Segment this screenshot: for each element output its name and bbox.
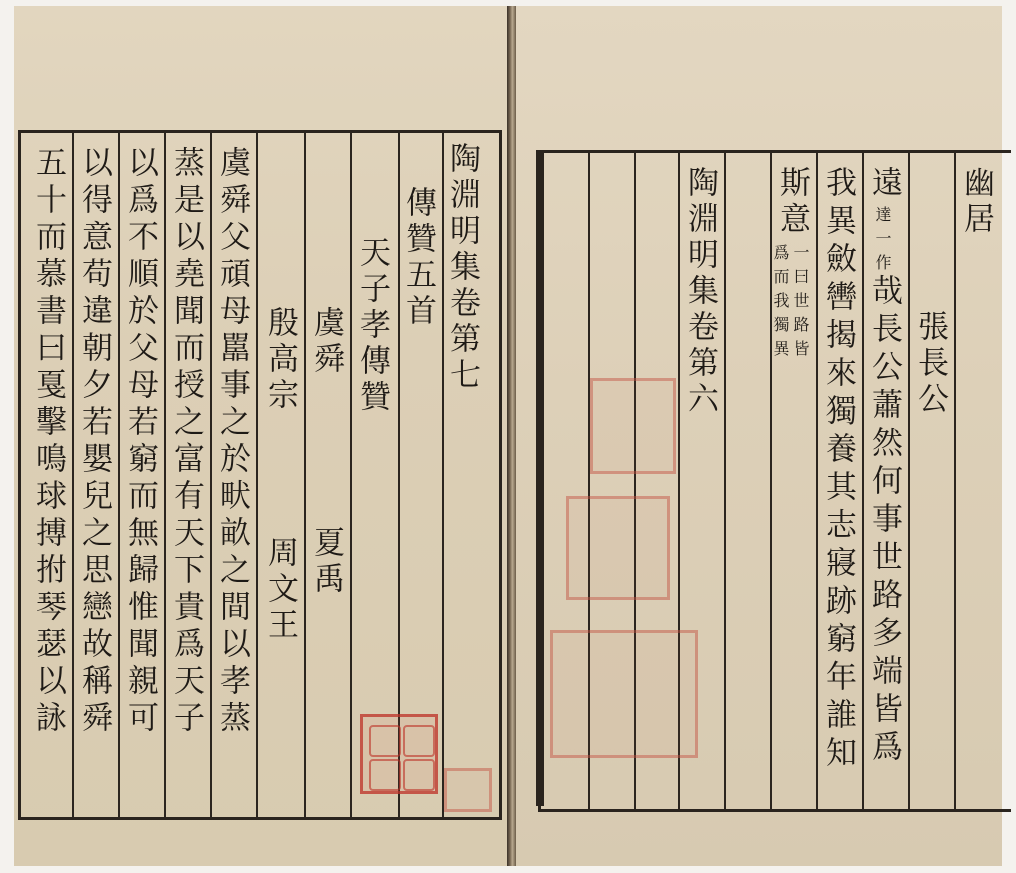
variant-note: 爲而我獨異 xyxy=(771,244,790,364)
column-rule xyxy=(816,153,818,809)
collector-seal xyxy=(550,630,698,758)
variant-note: 達一作 xyxy=(873,206,892,278)
book-gutter xyxy=(507,6,516,866)
column-rule xyxy=(118,133,120,817)
right-page xyxy=(516,6,1002,866)
entry-name: 周文王 xyxy=(262,536,298,644)
entry-name: 夏禹 xyxy=(308,526,344,598)
seal-glyph xyxy=(403,759,435,791)
page-edge-mark xyxy=(536,150,544,806)
column-rule xyxy=(908,153,910,809)
section-title: 傳贊五首 xyxy=(400,186,436,330)
column-rule xyxy=(304,133,306,817)
body-column: 五十而慕書曰戛擊鳴球搏拊琴瑟以詠 xyxy=(30,146,66,738)
column-rule xyxy=(256,133,258,817)
collector-seal xyxy=(360,714,438,794)
column-rule xyxy=(350,133,352,817)
poem-title: 幽居 xyxy=(958,166,994,238)
body-column: 蒸是以堯聞而授之富有天下貴爲天子 xyxy=(168,146,204,738)
collector-seal xyxy=(566,496,670,600)
seal-glyph xyxy=(403,725,435,757)
column-rule xyxy=(72,133,74,817)
collector-seal xyxy=(590,378,676,474)
volume-title: 陶淵明集卷第七 xyxy=(444,142,480,394)
body-column: 以爲不順於父母若窮而無歸惟聞親可 xyxy=(122,146,158,738)
column-rule xyxy=(210,133,212,817)
text-column: 我異斂轡揭來獨養其志寢跡窮年誰知 xyxy=(820,166,856,774)
entry-name: 殷高宗 xyxy=(262,306,298,414)
column-rule xyxy=(862,153,864,809)
text-column: 哉長公蕭然何事世路多端皆爲 xyxy=(866,274,902,768)
poem-subject: 張長公 xyxy=(912,310,948,418)
text-column-start: 遠 xyxy=(866,166,902,202)
collector-seal-small xyxy=(444,768,492,812)
text-column: 斯意 xyxy=(774,166,810,238)
column-rule xyxy=(724,153,726,809)
seal-glyph xyxy=(369,759,401,791)
entry-name: 虞舜 xyxy=(308,306,344,378)
body-column: 以得意苟違朝夕若嬰兒之思戀故稱舜 xyxy=(76,146,112,738)
column-rule xyxy=(954,153,956,809)
variant-note: 一曰世路皆 xyxy=(791,244,810,364)
left-page xyxy=(14,6,507,866)
column-rule xyxy=(164,133,166,817)
seal-glyph xyxy=(369,725,401,757)
volume-title: 陶淵明集卷第六 xyxy=(682,166,718,418)
body-column: 虞舜父頑母嚚事之於畎畝之間以孝蒸 xyxy=(214,146,250,738)
chapter-heading: 天子孝傳贊 xyxy=(354,236,390,416)
